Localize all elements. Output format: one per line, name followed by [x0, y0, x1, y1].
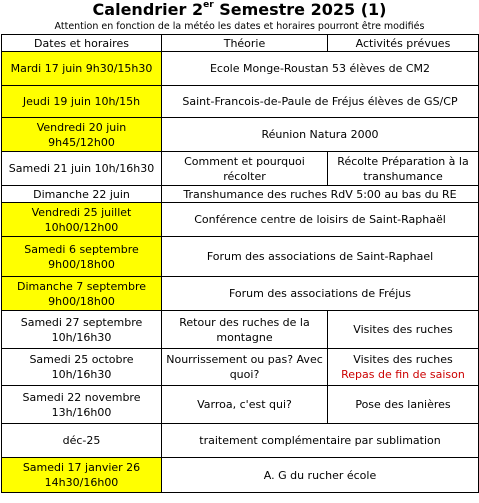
row-date: Samedi 6 septembre 9h00/18h00 [2, 237, 162, 277]
row-theory: Nourrissement ou pas? Avec quoi? [162, 349, 328, 386]
row-date: déc-25 [2, 424, 162, 458]
row-event: A. G du rucher école [162, 458, 479, 493]
table-row [2, 386, 479, 424]
row-date: Dimanche 7 septembre 9h00/18h00 [2, 277, 162, 311]
table-row [2, 152, 479, 186]
row-date: Samedi 27 septembre 10h/16h30 [2, 311, 162, 349]
table-row [2, 349, 479, 386]
row-date: Mardi 17 juin 9h30/15h30 [2, 52, 162, 86]
row-theory: Varroa, c'est qui? [162, 386, 328, 424]
row-event: traitement complémentaire par sublimation [162, 424, 479, 458]
table-row [2, 186, 479, 203]
row-date: Jeudi 19 juin 10h/15h [2, 86, 162, 118]
row-event: Transhumance des ruches RdV 5:00 au bas du RE [162, 186, 479, 203]
row-event: Réunion Natura 2000 [162, 118, 479, 152]
row-event: Saint-Francois-de-Paule de Fréjus élèves de GS/CP [162, 86, 479, 118]
row-activity: Visites des ruches [328, 311, 479, 349]
row-date: Samedi 25 octobre 10h/16h30 [2, 349, 162, 386]
table-row [2, 311, 479, 349]
table-header-row [2, 35, 479, 52]
row-date: Dimanche 22 juin [2, 186, 162, 203]
table-row [2, 458, 479, 493]
row-event: Forum des associations de Saint-Raphael [162, 237, 479, 277]
row-activity: Visites des ruches [353, 353, 453, 366]
row-date: Samedi 22 novembre 13h/16h00 [2, 386, 162, 424]
row-event: Forum des associations de Fréjus [162, 277, 479, 311]
row-activity-note: Repas de fin de saison [341, 368, 465, 381]
table-row [2, 86, 479, 118]
table-row [2, 118, 479, 152]
table-row [2, 424, 479, 458]
row-theory: Comment et pourquoi récolter [162, 152, 328, 186]
row-event: Conférence centre de loisirs de Saint-Raphaël [162, 203, 479, 237]
row-date: Samedi 21 juin 10h/16h30 [2, 152, 162, 186]
table-row [2, 52, 479, 86]
row-activity: Récolte Préparation à la transhumance [328, 152, 479, 186]
table-row [2, 237, 479, 277]
page-title: Calendrier 2er Semestre 2025 (1) [92, 0, 387, 19]
row-date: Vendredi 20 juin 9h45/12h00 [2, 118, 162, 152]
row-theory: Retour des ruches de la montagne [162, 311, 328, 349]
header-dates: Dates et horaires [2, 35, 162, 52]
subtitle: Attention en fonction de la météo les dates et horaires pourront être modifiés [54, 21, 425, 32]
row-date: Vendredi 25 juillet 10h00/12h00 [2, 203, 162, 237]
row-activity-cell [328, 349, 479, 386]
row-activity: Pose des lanières [328, 386, 479, 424]
header-theory: Théorie [162, 35, 328, 52]
header-activities: Activités prévues [328, 35, 479, 52]
calendar-table [1, 34, 479, 493]
row-date: Samedi 17 janvier 26 14h30/16h00 [2, 458, 162, 493]
table-row [2, 203, 479, 237]
table-row [2, 277, 479, 311]
row-event: Ecole Monge-Roustan 53 élèves de CM2 [162, 52, 479, 86]
